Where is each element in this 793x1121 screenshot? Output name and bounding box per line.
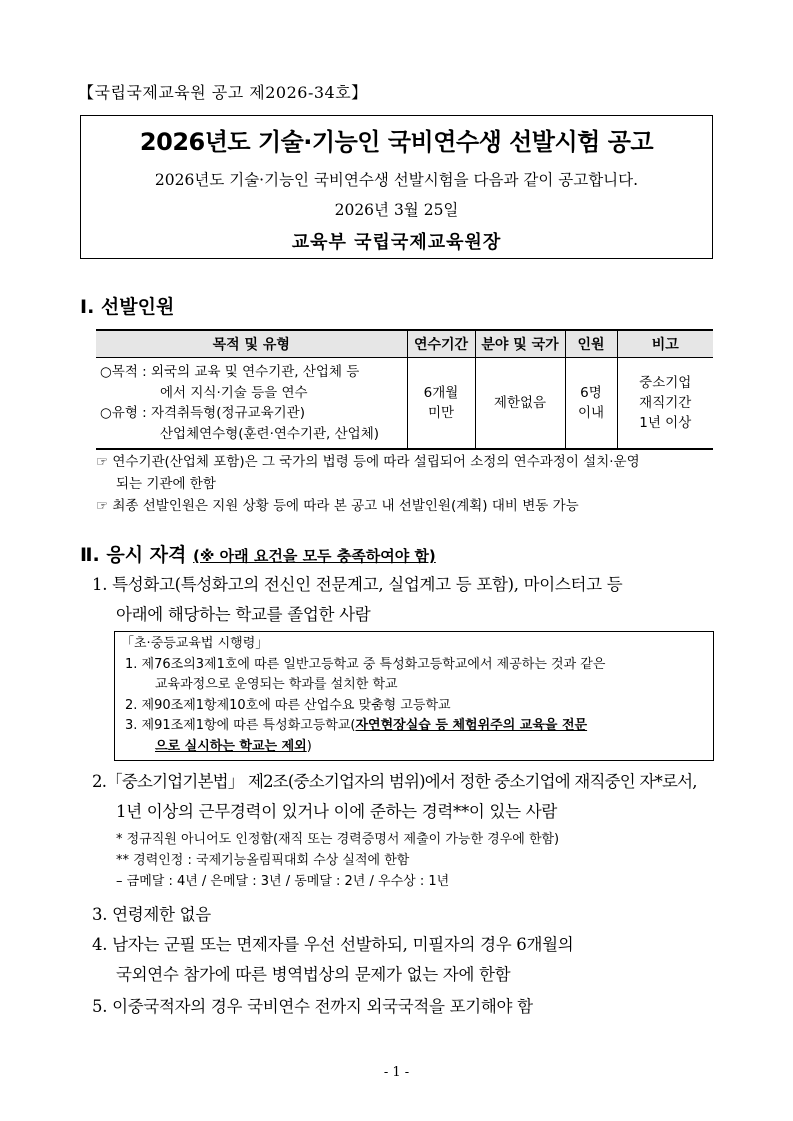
announcement-date: 2026년 3월 25일 xyxy=(334,201,459,219)
field-cell: 제한없음 xyxy=(475,358,565,450)
item-line: 4. 남자는 군필 또는 면제자를 우선 선발하되, 미필자의 경우 6개월의 xyxy=(92,935,574,954)
qualification-item-2 xyxy=(92,767,697,827)
remarks-cell xyxy=(617,358,713,450)
note-line: * 정규직원 아니어도 인정함(재직 또는 경력증명서 제출이 가능한 경우에 한함) xyxy=(116,832,560,847)
qualification-item-1 xyxy=(92,570,622,630)
law-line: 2. 제90조제1항제10호에 따른 산업수요 맞춤형 고등학교 xyxy=(125,697,451,713)
note-line: ☞ 최종 선발인원은 지원 상황 등에 따라 본 공고 내 선발인원(계획) 대비 변동 가능 xyxy=(96,498,579,514)
item-line: 1. 특성화고(특성화고의 전신인 전문계고, 실업계고 등 포함), 마이스터고 등 xyxy=(92,575,623,594)
law-excerpt-box xyxy=(114,631,714,761)
note-line: ☞ 연수기관(산업체 포함)은 그 국가의 법령 등에 따라 설립되어 소정의 연수과정이 설치·운영 xyxy=(96,454,640,470)
section2-requirement-note: (※ 아래 요건을 모두 충족하여야 함) xyxy=(193,547,436,565)
law-line xyxy=(121,716,707,737)
law-line: 1. 제76조의3제1호에 따른 일반고등학교 중 특성화고등학교에서 제공하는 것과 같은 xyxy=(125,656,606,672)
count-cell xyxy=(565,358,617,450)
document-title: 2026년도 기술·기능인 국비연수생 선발시험 공고 xyxy=(139,128,654,156)
table-header-row xyxy=(96,330,713,358)
count-value: 6명 xyxy=(580,385,602,401)
issuing-organization: 교육부 국립국제교육원장 xyxy=(291,232,502,253)
section2-title: Ⅱ. 응시 자격 xyxy=(80,544,187,566)
table-row xyxy=(96,358,713,450)
item-line: 아래에 해당하는 학교를 졸업한 사람 xyxy=(116,605,371,624)
type-line: 산업체연수형(훈련·연수기관, 산업체) xyxy=(160,425,380,442)
law-title: 「초·중등교육법 시행령」 xyxy=(121,636,269,651)
qualification-item-5: 5. 이중국적자의 경우 국비연수 전까지 외국국적을 포기해야 함 xyxy=(92,997,533,1016)
item-line: 1년 이상의 근무경력이 있거나 이에 준하는 경력**이 있는 사람 xyxy=(116,802,557,821)
note-line: 되는 기관에 한함 xyxy=(116,476,216,492)
title-box xyxy=(80,115,713,259)
note-line: ** 경력인정 : 국제기능올림픽대회 수상 실적에 한함 xyxy=(116,853,410,868)
header-period: 연수기간 xyxy=(407,330,475,358)
period-cell xyxy=(407,358,475,450)
remarks-line: 중소기업 xyxy=(639,375,692,391)
notice-number: 【국립국제교육원 공고 제2026-34호】 xyxy=(78,83,368,102)
table-notes xyxy=(96,451,640,517)
header-field: 분야 및 국가 xyxy=(475,330,565,358)
qualification-item-4 xyxy=(92,930,573,990)
law-emphasis: 자연현장실습 등 체험위주의 교육을 전문 xyxy=(355,718,588,733)
header-remarks: 비고 xyxy=(617,330,713,358)
purpose-line: ○목적 : 외국의 교육 및 연수기관, 산업체 등 xyxy=(100,364,360,380)
header-count: 인원 xyxy=(565,330,617,358)
item2-notes xyxy=(116,829,559,892)
remarks-line: 재직기간 xyxy=(639,395,692,411)
medal-line: – 금메달 : 4년 / 은메달 : 3년 / 동메달 : 2년 / 우수상 : 1년 xyxy=(116,874,450,889)
item-line: 2.「중소기업기본법」 제2조(중소기업자의 범위)에서 정한 중소기업에 재직중인 자*로서, xyxy=(92,772,697,791)
remarks-line: 1년 이상 xyxy=(639,415,692,431)
page-number: - 1 - xyxy=(383,1065,410,1080)
count-qualifier: 이내 xyxy=(577,405,605,421)
section2-heading xyxy=(80,540,436,567)
type-line: ○유형 : 자격취득형(정규교육기관) xyxy=(100,405,305,421)
item-line: 국외연수 참가에 따른 병역법상의 문제가 없는 자에 한함 xyxy=(116,965,511,984)
law-line xyxy=(121,737,707,758)
period-qualifier: 미만 xyxy=(427,405,455,421)
law-line: 교육과정으로 운영되는 학과를 설치한 학교 xyxy=(155,677,398,692)
purpose-line: 에서 지식·기술 등을 연수 xyxy=(160,384,308,401)
law-emphasis: 으로 실시하는 학교는 제외 xyxy=(155,738,307,754)
header-purpose: 목적 및 유형 xyxy=(96,330,407,358)
document-subtitle: 2026년도 기술·기능인 국비연수생 선발시험을 다음과 같이 공고합니다. xyxy=(154,171,639,189)
section1-heading: Ⅰ. 선발인원 xyxy=(80,296,175,318)
purpose-cell xyxy=(96,358,407,450)
qualification-item-3: 3. 연령제한 없음 xyxy=(92,905,211,924)
law-text: ) xyxy=(306,738,312,754)
law-text: 3. 제91조제1항에 따른 특성화고등학교( xyxy=(125,718,356,733)
selection-table xyxy=(96,329,713,450)
period-value: 6개월 xyxy=(423,385,459,401)
